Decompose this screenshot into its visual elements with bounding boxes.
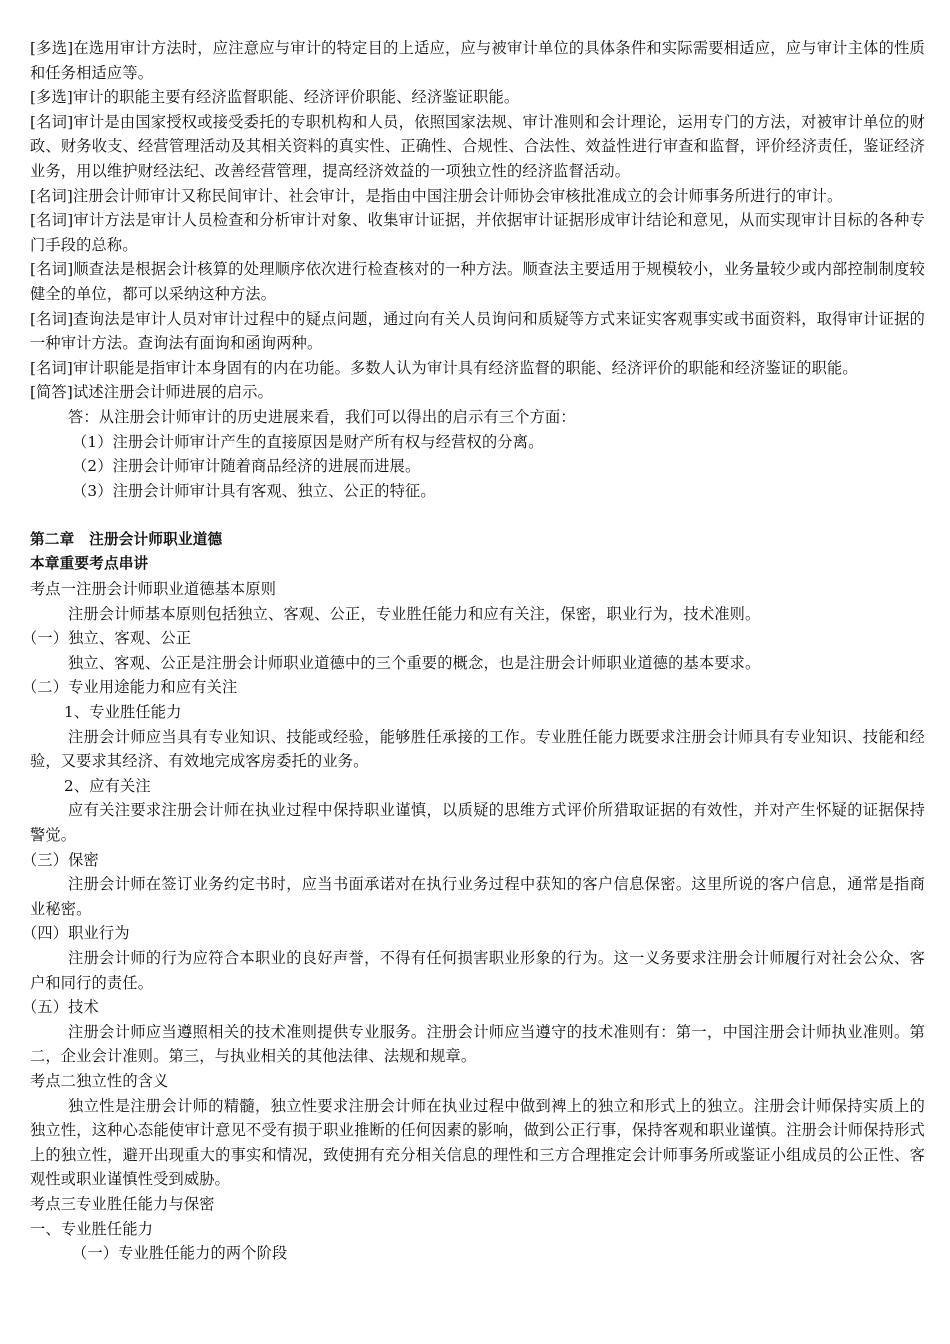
- subsection-heading: （五）技术: [22, 998, 99, 1017]
- text-paragraph: 注册会计师应当遵照相关的技术准则提供专业服务。注册会计师应当遵守的技术准则有：第一，中国注册会计师执业准则。第二，企业会计准则。第三，与执业相关的其他法律、法规和规章。: [30, 1022, 925, 1066]
- answer-intro: 答：从注册会计师审计的历史进展来看，我们可以得出的启示有三个方面：: [68, 407, 576, 426]
- section-heading: 考点三专业胜任能力与保密: [30, 1194, 215, 1213]
- document-page: [22, 36, 925, 1266]
- answer-item: （1）注册会计师审计产生的直接原因是财产所有权与经营权的分离。: [72, 432, 544, 451]
- chapter-title: 第二章 注册会计师职业道德: [30, 530, 223, 548]
- chapter-subtitle: 本章重要考点串讲: [30, 555, 149, 573]
- text-paragraph: 独立性是注册会计师的精髓，独立性要求注册会计师在执业过程中做到裨上的独立和形式上的独立。注册会计师保持实质上的独立性，这种心态能使审计意见不受有损于职业推断的任何因素的影响，做到公正行事，保持客观和职业谨慎。注册会计师保持形式上的独立性，避开出现重大的事实和情况，致使拥有充分相关信息的理性和三方合理推定会计师事务所或鉴证小组成员的公正性、客观性或职业谨慎性受到威胁。: [30, 1096, 925, 1189]
- text-paragraph: [多选]审计的职能主要有经济监督职能、经济评价职能、经济鉴证职能。: [30, 88, 520, 107]
- text-paragraph: [名词]审计是由国家授权或接受委托的专职机构和人员，依照国家法规、审计准则和会计理论，运用专门的方法，对被审计单位的财政、财务收支、经营管理活动及其相关资料的真实性、正确性、合规性、合法性、效益性进行审查和监督，评价经济责任，鉴证经济业务，用以维护财经法纪、改善经营管理，提高经济效益的一项独立性的经济监督活动。: [30, 112, 925, 180]
- subsection-heading: （一）独立、客观、公正: [22, 629, 192, 648]
- text-paragraph: [名词]顺查法是根据会计核算的处理顺序依次进行检查核对的一种方法。顺查法主要适用于规模较小，业务量较少或内部控制制度较健全的单位，都可以采纳这种方法。: [30, 260, 925, 303]
- text-paragraph: [名词]审计职能是指审计本身固有的内在功能。多数人认为审计具有经济监督的职能、经济评价的职能和经济鉴证的职能。: [30, 358, 858, 377]
- subsection-heading: （二）专业用途能力和应有关注: [22, 678, 238, 697]
- spacer: [30, 503, 925, 528]
- text-paragraph: 应有关注要求注册会计师在执业过程中保持职业谨慎，以质疑的思维方式评价所猎取证据的有效性，并对产生怀疑的证据保持警觉。: [30, 801, 925, 844]
- answer-item: （3）注册会计师审计具有客观、独立、公正的特征。: [72, 481, 436, 500]
- subsection-heading: （一）专业胜任能力的两个阶段: [72, 1244, 288, 1263]
- text-paragraph: 注册会计师在签订业务约定书时，应当书面承诺对在执行业务过程中获知的客户信息保密。这里所说的客户信息，通常是指商业秘密。: [30, 875, 925, 918]
- text-paragraph: 独立、客观、公正是注册会计师职业道德中的三个重要的概念，也是注册会计师职业道德的基本要求。: [68, 653, 761, 672]
- text-paragraph: [名词]注册会计师审计又称民间审计、社会审计，是指由中国注册会计师协会审核批准成立的会计师事务所进行的审计。: [30, 186, 843, 205]
- text-paragraph: 注册会计师基本原则包括独立、客观、公正，专业胜任能力和应有关注，保密，职业行为，技术准则。: [68, 604, 761, 623]
- section-heading: 一、专业胜任能力: [30, 1219, 154, 1238]
- subsection-heading: （四）职业行为: [22, 924, 130, 943]
- section-heading: 考点一注册会计师职业道德基本原则: [30, 580, 277, 599]
- item-heading: 1、专业胜任能力: [64, 703, 182, 722]
- text-paragraph: 注册会计师的行为应符合本职业的良好声誉，不得有任何损害职业形象的行为。这一义务要求注册会计师履行对社会公众、客户和同行的责任。: [30, 948, 925, 992]
- answer-item: （2）注册会计师审计随着商品经济的进展而进展。: [72, 457, 421, 476]
- text-paragraph: [简答]试述注册会计师进展的启示。: [30, 383, 274, 402]
- text-paragraph: [名词]查询法是审计人员对审计过程中的疑点问题，通过向有关人员询问和质疑等方式来证实客观事实或书面资料，取得审计证据的一种审计方法。查询法有面询和函询两种。: [30, 309, 925, 353]
- item-heading: 2、应有关注: [64, 776, 151, 795]
- section-heading: 考点二独立性的含义: [30, 1071, 169, 1090]
- text-paragraph: [名词]审计方法是审计人员检查和分析审计对象、收集审计证据，并依据审计证据形成审计结论和意见，从而实现审计目标的各种专门手段的总称。: [30, 211, 925, 254]
- text-paragraph: [多选]在选用审计方法时，应注意应与审计的特定目的上适应，应与被审计单位的具体条件和实际需要相适应，应与审计主体的性质和任务相适应等。: [30, 39, 925, 82]
- subsection-heading: （三）保密: [22, 850, 99, 869]
- text-paragraph: 注册会计师应当具有专业知识、技能或经验，能够胜任承接的工作。专业胜任能力既要求注册会计师具有专业知识、技能和经验，又要求其经济、有效地完成客房委托的业务。: [30, 727, 925, 771]
